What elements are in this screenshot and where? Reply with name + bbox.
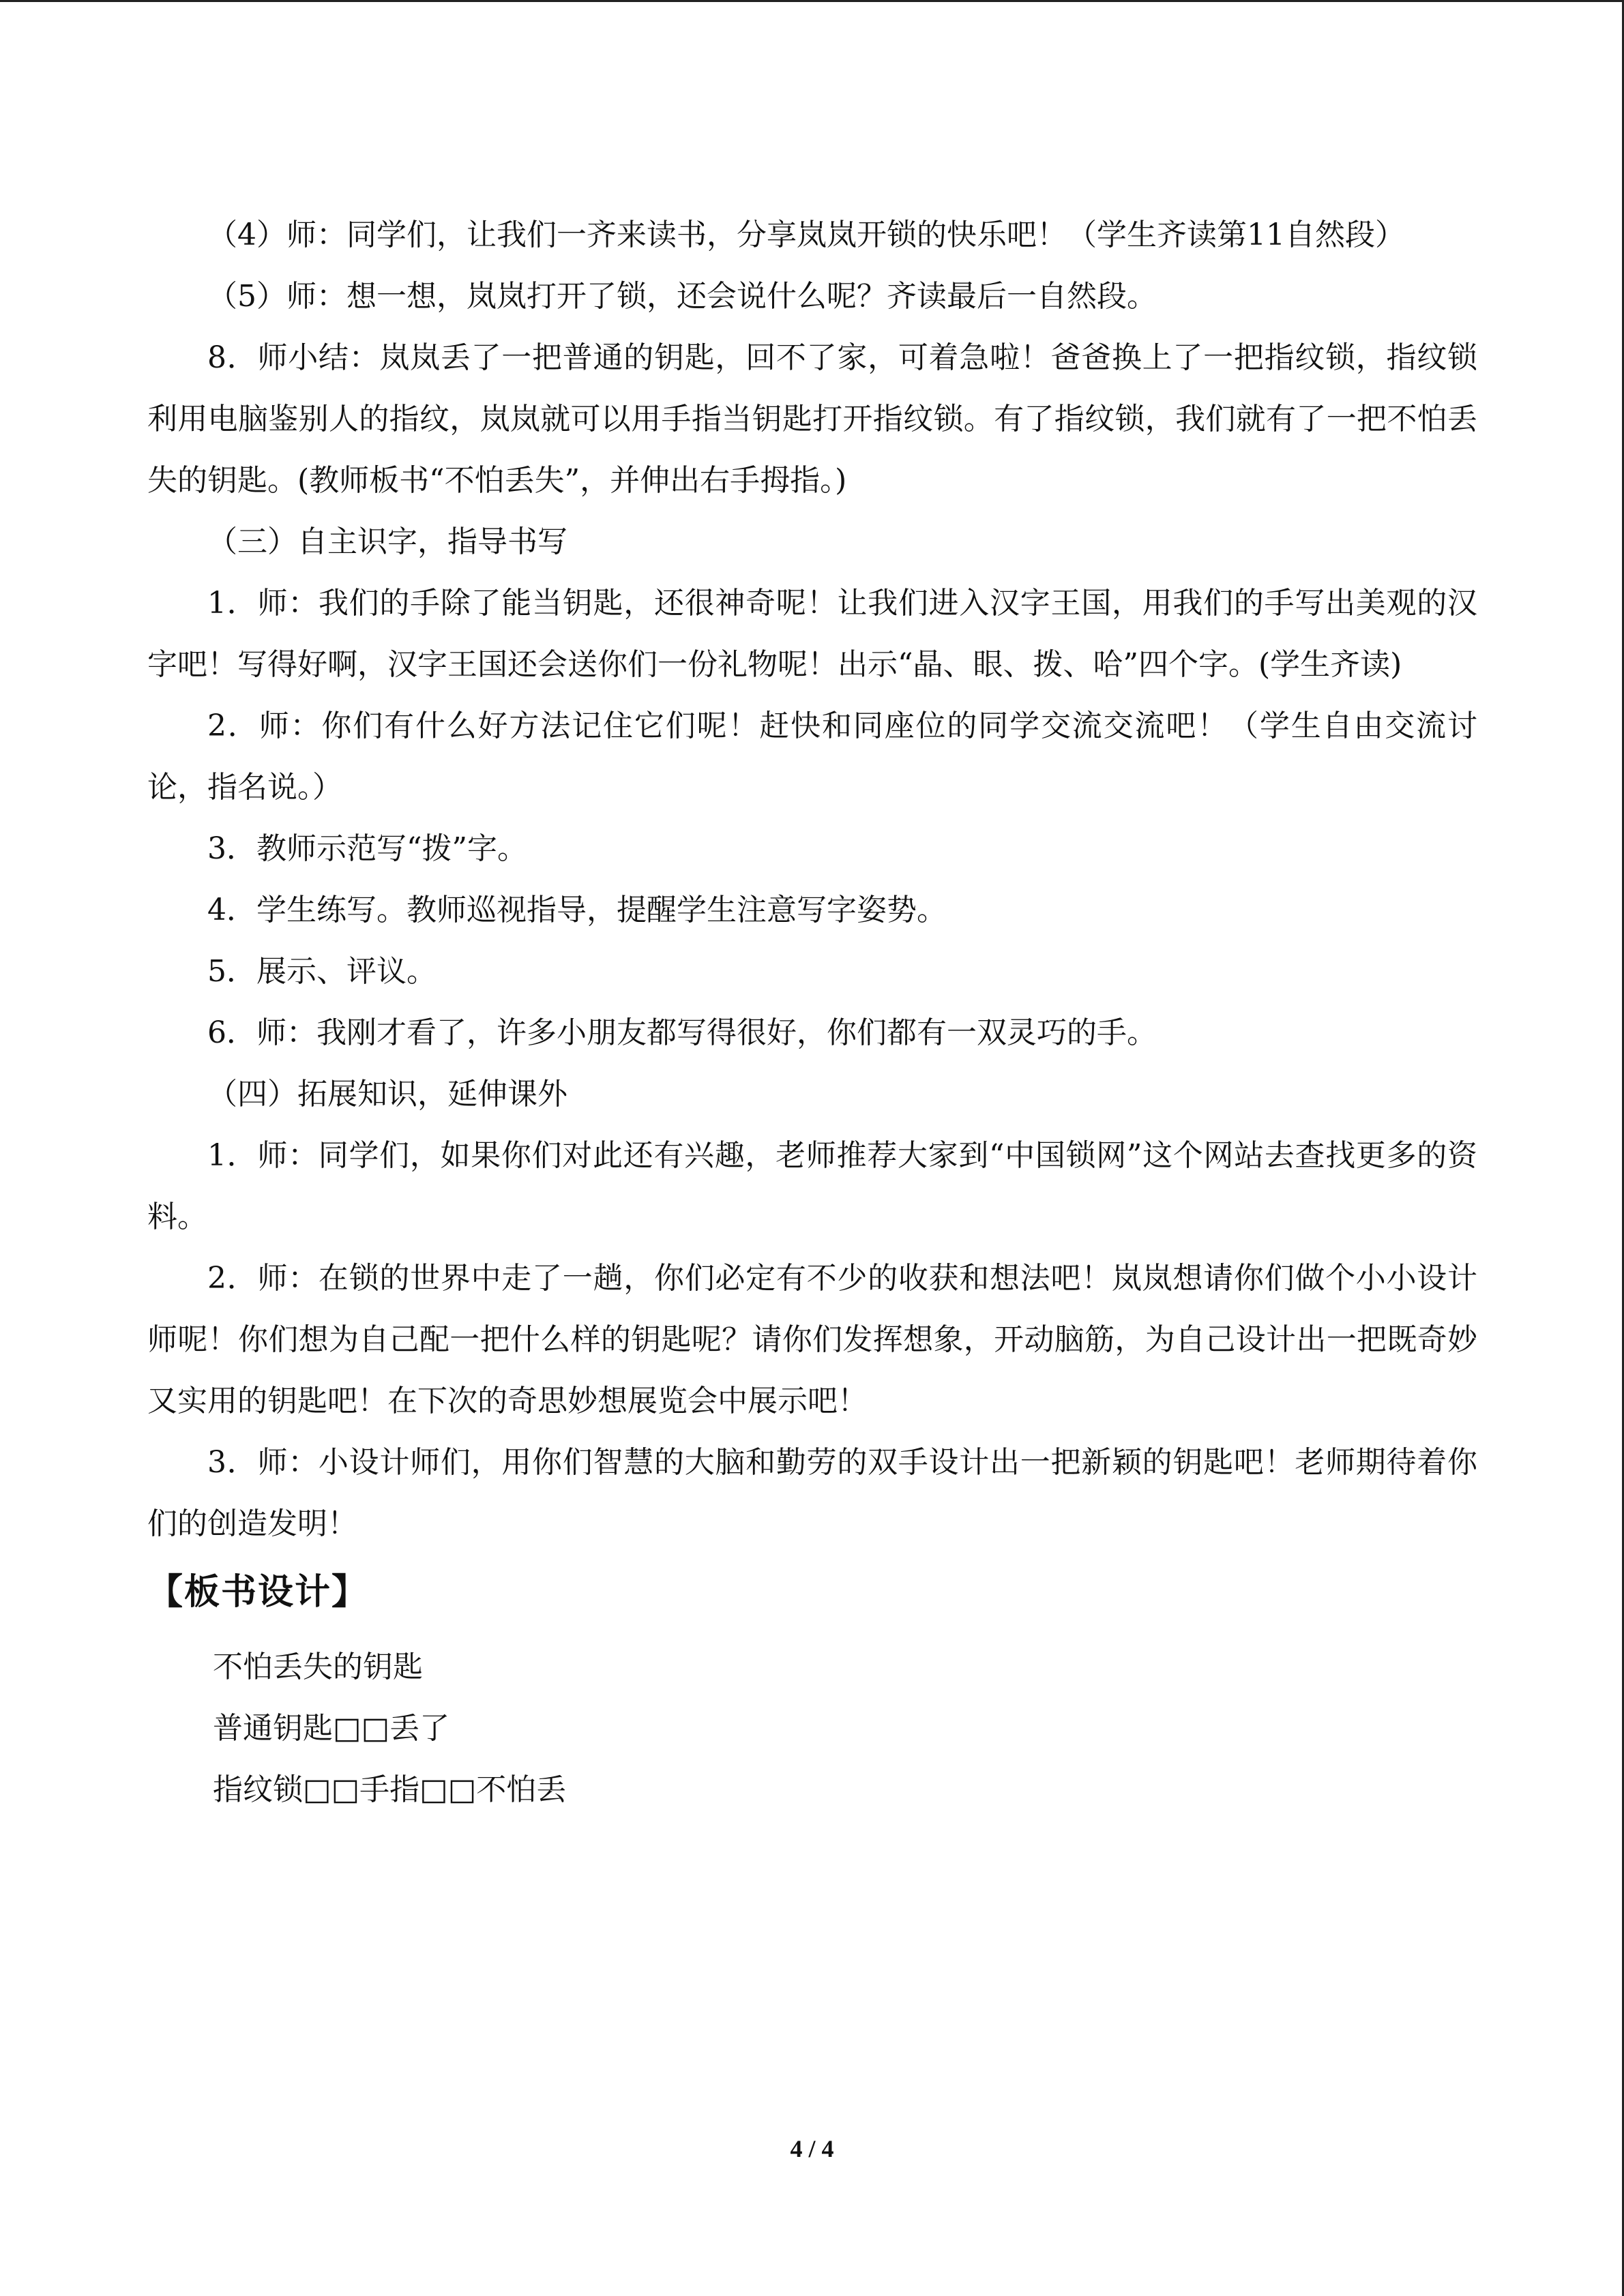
board-line: 普通钥匙□□丢了 [213,1711,450,1746]
paragraph: 3．师：小设计师们，用你们智慧的大脑和勤劳的双手设计出一把新颖的钥匙吧！老师期待着你们的创造发明！ [147,1445,1477,1541]
paragraph: 3．教师示范写“拨”字。 [207,831,527,866]
paragraph: （4）师：同学们，让我们一齐来读书，分享岚岚开锁的快乐吧！（学生齐读第11自然段） [207,218,1405,252]
page-number: 4 / 4 [790,2135,834,2162]
page-top-border [0,0,1624,2]
paragraph: 4．学生练写。教师巡视指导，提醒学生注意写字姿势。 [207,893,947,927]
paragraph: 8．师小结：岚岚丢了一把普通的钥匙，回不了家，可着急啦！爸爸换上了一把指纹锁，指纹锁利用电脑鉴别人的指纹，岚岚就可以用手指当钥匙打开指纹锁。有了指纹锁，我们就有了一把不怕丢失的钥匙。(教师板书“不怕丢失”，并伸出右手拇指。) [147,340,1477,498]
document-body [147,205,1477,1821]
paragraph: 5．展示、评议。 [207,954,437,989]
section-title: （四）拓展知识，延伸课外 [207,1077,567,1112]
paragraph: 2．师：你们有什么好方法记住它们呢！赶快和同座位的同学交流交流吧！（学生自由交流讨论，指名说。） [147,709,1477,805]
board-design-heading: 【板书设计】 [147,1572,369,1613]
paragraph: 2．师：在锁的世界中走了一趟，你们必定有不少的收获和想法吧！岚岚想请你们做个小小设计师呢！你们想为自己配一把什么样的钥匙呢？请你们发挥想象，开动脑筋，为自己设计出一把既奇妙又实用的钥匙吧！在下次的奇思妙想展览会中展示吧！ [147,1261,1477,1418]
board-design [147,1637,1477,1821]
section-title: （三）自主识字，指导书写 [207,524,567,559]
paragraph: 1．师：同学们，如果你们对此还有兴趣，老师推荐大家到“中国锁网”这个网站去查找更多的资料。 [147,1138,1477,1234]
paragraph: （5）师：想一想，岚岚打开了锁，还会说什么呢？齐读最后一自然段。 [207,279,1157,314]
board-line: 指纹锁□□手指□□不怕丢 [213,1772,567,1807]
paragraph: 1．师：我们的手除了能当钥匙，还很神奇呢！让我们进入汉字王国，用我们的手写出美观的汉字吧！写得好啊，汉字王国还会送你们一份礼物呢！出示“晶、眼、拨、哈”四个字。(学生齐读) [147,586,1477,682]
paragraph: 6．师：我刚才看了，许多小朋友都写得很好，你们都有一双灵巧的手。 [207,1015,1157,1050]
board-line: 不怕丢失的钥匙 [213,1650,423,1684]
